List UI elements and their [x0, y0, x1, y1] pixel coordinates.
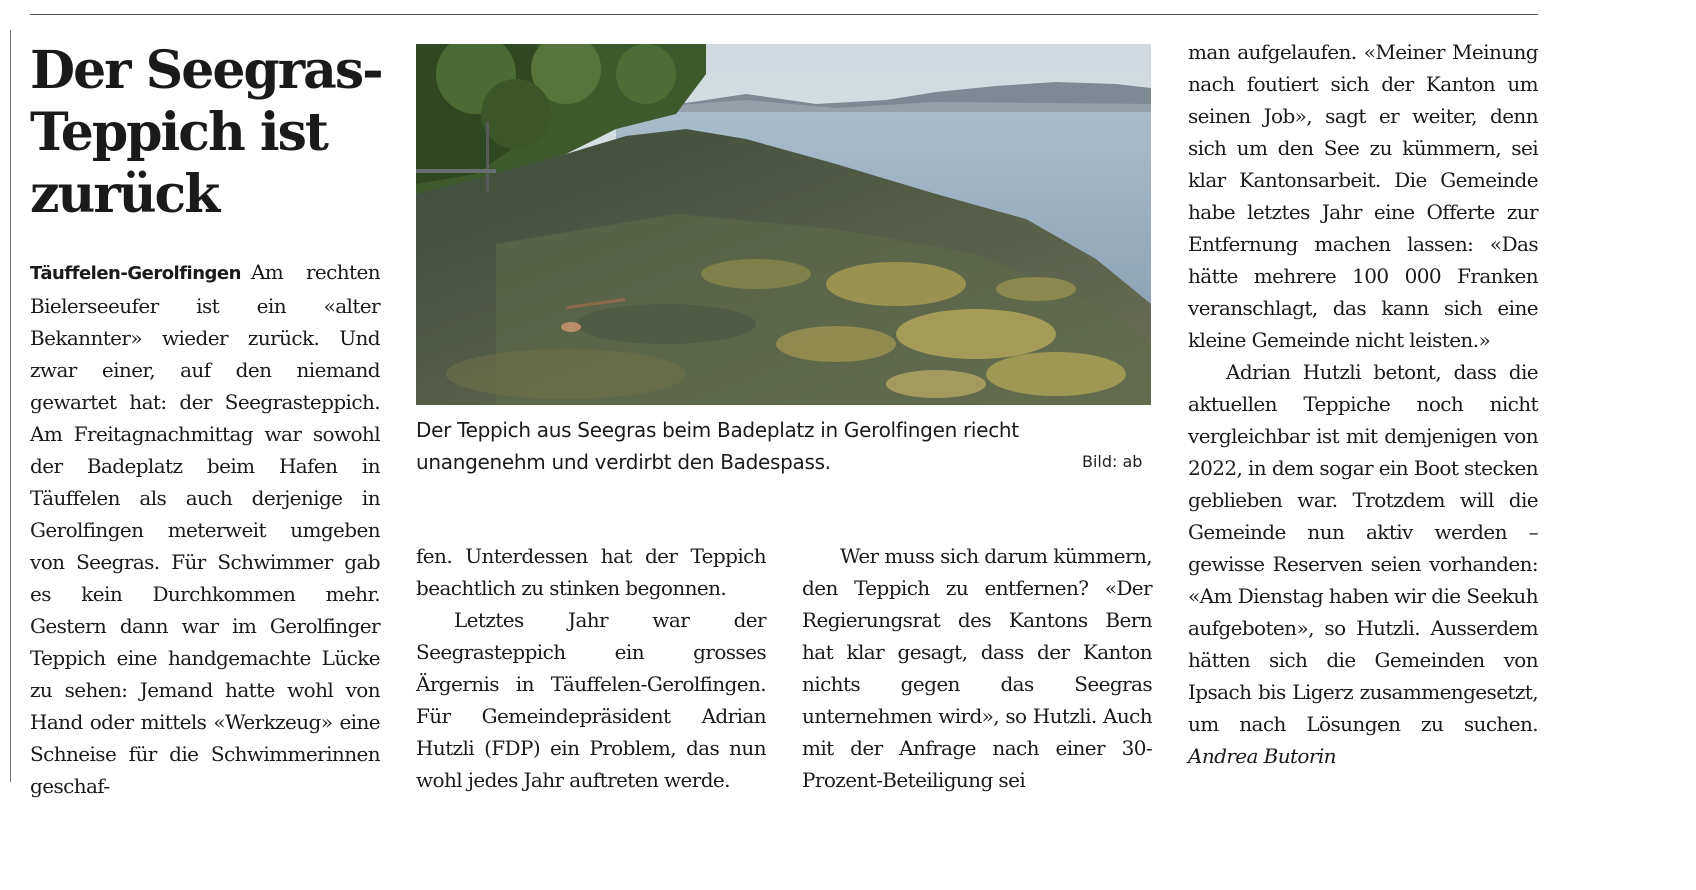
article-column-4	[1188, 36, 1538, 772]
article-column-2	[416, 540, 766, 796]
column-4-paragraph-1: man aufgelaufen. «Meiner Meinung nach foutiert sich der Kanton um seinen Job», sagt er weiter, denn sich um den See zu kümmern, sei klar Kantonsarbeit. Die Gemeinde habe letztes Jahr eine Offerte zur Entfernung machen lassen: «Das hätte mehrere 100 000 Franken veranschlagt, das kann sich eine kleine Gemeinde nicht leisten.»	[1188, 40, 1538, 352]
column-3-paragraph-1: Wer muss sich darum kümmern, den Teppich zu entfernen? «Der Regierungsrat des Kantons Bern hat klar gesagt, dass der Kanton nichts gegen das Seegras unternehmen wird», so Hutzli. Auch mit der Anfrage nach einer 30-Prozent-Beteiligung sei	[802, 544, 1152, 792]
author-byline: Andrea Butorin	[1188, 744, 1336, 768]
lake-shore-photo	[416, 44, 1151, 405]
photo-credit: Bild: ab	[1082, 452, 1143, 471]
article-photo	[416, 44, 1151, 405]
column-2-paragraph-1: fen. Unterdessen hat der Teppich beachtlich zu stinken begonnen.	[416, 544, 766, 600]
column-2-paragraph-2: Letztes Jahr war der Seegrasteppich ein grosses Ärgernis in Täuffelen-Gerolfingen. Für Gemeindepräsident Adrian Hutzli (FDP) ein Problem, das nun wohl jedes Jahr auftreten werde.	[416, 608, 766, 792]
dateline: Täuffelen-Gerolfingen	[30, 263, 241, 284]
top-rule	[30, 14, 1538, 15]
photo-caption: Der Teppich aus Seegras beim Badeplatz in Gerolfingen riecht unangenehm und verdirbt den Badespass.	[416, 418, 1019, 474]
column-1-text: Am rechten Bielerseeufer ist ein «alter Bekannter» wieder zurück. Und zwar einer, auf den niemand gewartet hat: der Seegrasteppich. Am Freitagnachmittag war sowohl der Badeplatz beim Hafen in Täuffelen als auch derjenige in Gerolfingen meterweit umgeben von Seegras. Für Schwimmer gab es kein Durchkommen mehr. Gestern dann war im Gerolfinger Teppich eine handgemachte Lücke zu sehen: Jemand hatte wohl von Hand oder mittels «Werkzeug» eine Schneise für die Schwimmerinnen geschaf-	[30, 260, 380, 798]
column-4-paragraph-2	[1188, 356, 1538, 772]
article-column-3	[802, 540, 1152, 796]
article-column-1	[30, 256, 380, 802]
article-headline: Der Seegras-Teppich ist zurück	[30, 40, 382, 225]
column-4-paragraph-2-text: Adrian Hutzli betont, dass die aktuellen Teppiche noch nicht vergleichbar ist mit demjenigen von 2022, in dem sogar ein Boot stecken geblieben war. Trotzdem will die Gemeinde nun aktiv werden – gewisse Reserven seien vorhanden: «Am Dienstag haben wir die Seekuh aufgeboten», so Hutzli. Ausserdem hätten sich die Gemeinden von Ipsach bis Ligerz zusammengesetzt, um nach Lösungen zu suchen.	[1188, 360, 1538, 736]
left-column-rule	[10, 30, 11, 782]
